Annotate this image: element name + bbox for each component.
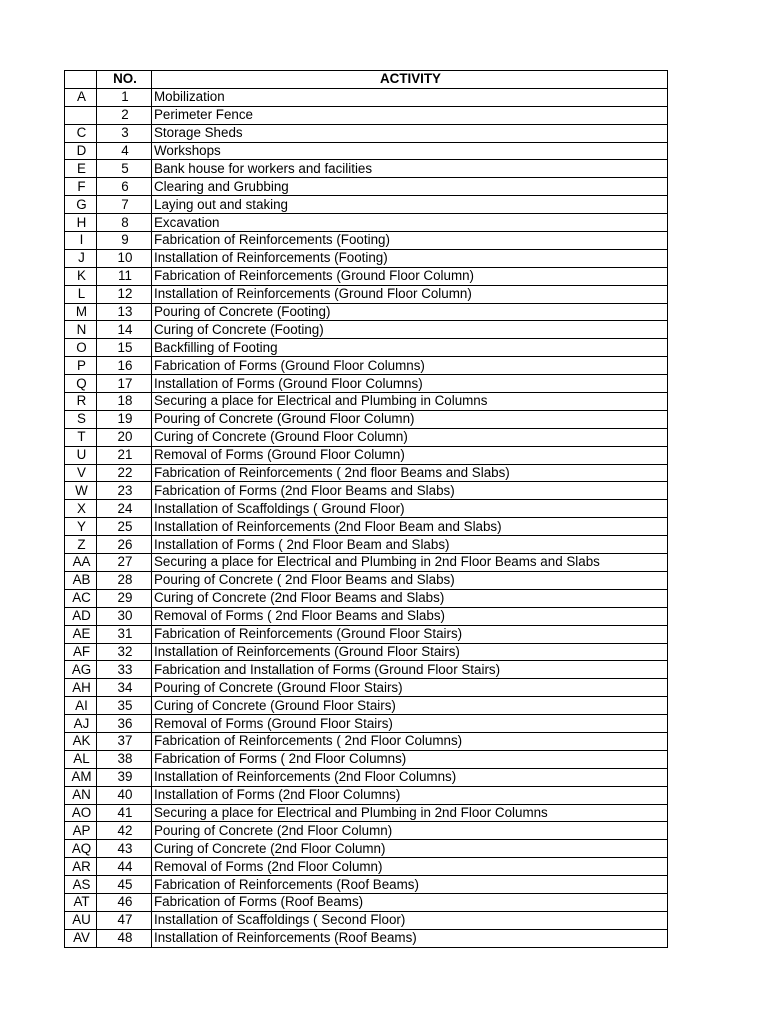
table-row [65,929,668,947]
table-row [65,232,668,250]
row-code: Z [65,536,97,554]
row-code: J [65,249,97,267]
row-number: 39 [97,768,152,786]
row-code: Q [65,375,97,393]
row-number: 23 [97,482,152,500]
row-code: AU [65,911,97,929]
table-row [65,858,668,876]
row-activity: Installation of Reinforcements (Ground Floor Stairs) [152,643,668,661]
row-code: U [65,446,97,464]
row-number: 34 [97,679,152,697]
row-number: 16 [97,357,152,375]
row-activity: Removal of Forms (Ground Floor Column) [152,446,668,464]
row-activity: Backfilling of Footing [152,339,668,357]
table-row [65,249,668,267]
row-number: 31 [97,625,152,643]
header-code [65,71,97,89]
row-activity: Perimeter Fence [152,106,668,124]
table-row [65,106,668,124]
table-row [65,589,668,607]
row-activity: Curing of Concrete (Ground Floor Stairs) [152,697,668,715]
table-row [65,804,668,822]
row-code: AN [65,786,97,804]
row-activity: Pouring of Concrete (2nd Floor Column) [152,822,668,840]
table-row [65,661,668,679]
row-number: 8 [97,214,152,232]
row-code: AE [65,625,97,643]
row-code: AM [65,768,97,786]
row-activity: Pouring of Concrete (Footing) [152,303,668,321]
row-number: 24 [97,500,152,518]
table-row [65,571,668,589]
row-activity: Securing a place for Electrical and Plumbing in 2nd Floor Columns [152,804,668,822]
table-row [65,214,668,232]
table-row [65,607,668,625]
table-row [65,196,668,214]
row-number: 17 [97,375,152,393]
row-number: 47 [97,911,152,929]
row-activity: Fabrication of Reinforcements ( 2nd Floor Columns) [152,732,668,750]
row-activity: Installation of Forms ( 2nd Floor Beam and Slabs) [152,536,668,554]
row-number: 5 [97,160,152,178]
table-row [65,285,668,303]
row-activity: Installation of Scaffoldings ( Second Floor) [152,911,668,929]
row-number: 21 [97,446,152,464]
row-number: 20 [97,428,152,446]
row-code: AA [65,554,97,572]
row-code: C [65,124,97,142]
row-activity: Installation of Reinforcements (Roof Beams) [152,929,668,947]
table-row [65,178,668,196]
header-row [65,71,668,89]
row-activity: Installation of Forms (2nd Floor Columns) [152,786,668,804]
row-code: E [65,160,97,178]
row-activity: Installation of Reinforcements (2nd Floor Columns) [152,768,668,786]
table-row [65,88,668,106]
table-row [65,321,668,339]
row-code: Y [65,518,97,536]
row-activity: Curing of Concrete (Footing) [152,321,668,339]
row-number: 1 [97,88,152,106]
row-code: A [65,88,97,106]
row-activity: Securing a place for Electrical and Plumbing in 2nd Floor Beams and Slabs [152,554,668,572]
row-activity: Pouring of Concrete ( 2nd Floor Beams and Slabs) [152,571,668,589]
table-row [65,393,668,411]
table-row [65,339,668,357]
table-row [65,375,668,393]
row-activity: Fabrication of Forms (Ground Floor Columns) [152,357,668,375]
row-activity: Removal of Forms (Ground Floor Stairs) [152,715,668,733]
table-row [65,643,668,661]
row-code: AQ [65,840,97,858]
row-number: 35 [97,697,152,715]
table-row [65,357,668,375]
table-row [65,303,668,321]
row-code: AD [65,607,97,625]
row-code: AF [65,643,97,661]
table-row [65,732,668,750]
table-row [65,625,668,643]
header-no: NO. [97,71,152,89]
row-number: 48 [97,929,152,947]
row-number: 7 [97,196,152,214]
row-code: P [65,357,97,375]
row-number: 25 [97,518,152,536]
row-code: X [65,500,97,518]
row-number: 32 [97,643,152,661]
table-row [65,446,668,464]
row-activity: Curing of Concrete (2nd Floor Column) [152,840,668,858]
row-number: 36 [97,715,152,733]
table-row [65,893,668,911]
row-code: H [65,214,97,232]
row-activity: Installation of Reinforcements (Ground Floor Column) [152,285,668,303]
row-number: 28 [97,571,152,589]
row-activity: Bank house for workers and facilities [152,160,668,178]
row-activity: Curing of Concrete (2nd Floor Beams and Slabs) [152,589,668,607]
row-number: 11 [97,267,152,285]
row-number: 46 [97,893,152,911]
row-number: 9 [97,232,152,250]
row-code: AG [65,661,97,679]
row-activity: Fabrication of Forms (2nd Floor Beams and Slabs) [152,482,668,500]
table-row [65,267,668,285]
row-code: R [65,393,97,411]
table-row [65,679,668,697]
row-code: AK [65,732,97,750]
row-code: AB [65,571,97,589]
table-row [65,911,668,929]
row-activity: Storage Sheds [152,124,668,142]
row-activity: Mobilization [152,88,668,106]
table-row [65,876,668,894]
row-activity: Installation of Scaffoldings ( Ground Floor) [152,500,668,518]
row-activity: Fabrication of Forms (Roof Beams) [152,893,668,911]
table-row [65,715,668,733]
table-row [65,554,668,572]
row-code: S [65,410,97,428]
table-row [65,500,668,518]
row-number: 10 [97,249,152,267]
row-number: 41 [97,804,152,822]
table-row [65,428,668,446]
row-activity: Removal of Forms ( 2nd Floor Beams and Slabs) [152,607,668,625]
table-row [65,536,668,554]
row-code: AL [65,750,97,768]
table-row [65,768,668,786]
row-code: AH [65,679,97,697]
row-code [65,106,97,124]
row-number: 37 [97,732,152,750]
row-code: W [65,482,97,500]
row-number: 30 [97,607,152,625]
row-activity: Fabrication of Reinforcements (Ground Floor Stairs) [152,625,668,643]
row-number: 18 [97,393,152,411]
row-activity: Fabrication and Installation of Forms (Ground Floor Stairs) [152,661,668,679]
table-row [65,482,668,500]
row-activity: Removal of Forms (2nd Floor Column) [152,858,668,876]
row-number: 13 [97,303,152,321]
row-activity: Fabrication of Reinforcements (Roof Beams) [152,876,668,894]
row-number: 43 [97,840,152,858]
row-code: K [65,267,97,285]
row-activity: Securing a place for Electrical and Plumbing in Columns [152,393,668,411]
row-code: AC [65,589,97,607]
row-code: AO [65,804,97,822]
row-activity: Excavation [152,214,668,232]
row-number: 38 [97,750,152,768]
table-row [65,518,668,536]
row-number: 26 [97,536,152,554]
row-number: 22 [97,464,152,482]
row-activity: Installation of Reinforcements (Footing) [152,249,668,267]
row-code: N [65,321,97,339]
table-row [65,786,668,804]
row-code: L [65,285,97,303]
row-code: AT [65,893,97,911]
row-number: 45 [97,876,152,894]
row-number: 3 [97,124,152,142]
row-code: AJ [65,715,97,733]
row-activity: Clearing and Grubbing [152,178,668,196]
table-row [65,160,668,178]
table-row [65,464,668,482]
row-number: 29 [97,589,152,607]
row-number: 4 [97,142,152,160]
row-number: 15 [97,339,152,357]
table-row [65,124,668,142]
row-activity: Fabrication of Reinforcements ( 2nd floor Beams and Slabs) [152,464,668,482]
row-number: 42 [97,822,152,840]
table-header [65,71,668,89]
table-row [65,822,668,840]
row-activity: Curing of Concrete (Ground Floor Column) [152,428,668,446]
activity-table [64,70,668,948]
row-code: G [65,196,97,214]
table-body [65,88,668,947]
row-number: 40 [97,786,152,804]
row-activity: Fabrication of Forms ( 2nd Floor Columns) [152,750,668,768]
table-row [65,697,668,715]
table-row [65,142,668,160]
row-code: AI [65,697,97,715]
row-number: 33 [97,661,152,679]
row-activity: Workshops [152,142,668,160]
row-code: F [65,178,97,196]
row-number: 2 [97,106,152,124]
row-code: I [65,232,97,250]
row-activity: Pouring of Concrete (Ground Floor Column) [152,410,668,428]
row-code: AP [65,822,97,840]
row-number: 12 [97,285,152,303]
table-row [65,750,668,768]
table-row [65,840,668,858]
row-activity: Installation of Reinforcements (2nd Floor Beam and Slabs) [152,518,668,536]
row-code: T [65,428,97,446]
row-activity: Pouring of Concrete (Ground Floor Stairs) [152,679,668,697]
row-code: O [65,339,97,357]
row-number: 14 [97,321,152,339]
row-activity: Fabrication of Reinforcements (Ground Floor Column) [152,267,668,285]
row-number: 44 [97,858,152,876]
row-code: D [65,142,97,160]
row-code: AR [65,858,97,876]
row-activity: Laying out and staking [152,196,668,214]
row-number: 6 [97,178,152,196]
table-row [65,410,668,428]
header-activity: ACTIVITY [152,71,668,89]
row-number: 27 [97,554,152,572]
row-activity: Fabrication of Reinforcements (Footing) [152,232,668,250]
row-code: AS [65,876,97,894]
row-number: 19 [97,410,152,428]
row-activity: Installation of Forms (Ground Floor Columns) [152,375,668,393]
row-code: AV [65,929,97,947]
row-code: V [65,464,97,482]
row-code: M [65,303,97,321]
